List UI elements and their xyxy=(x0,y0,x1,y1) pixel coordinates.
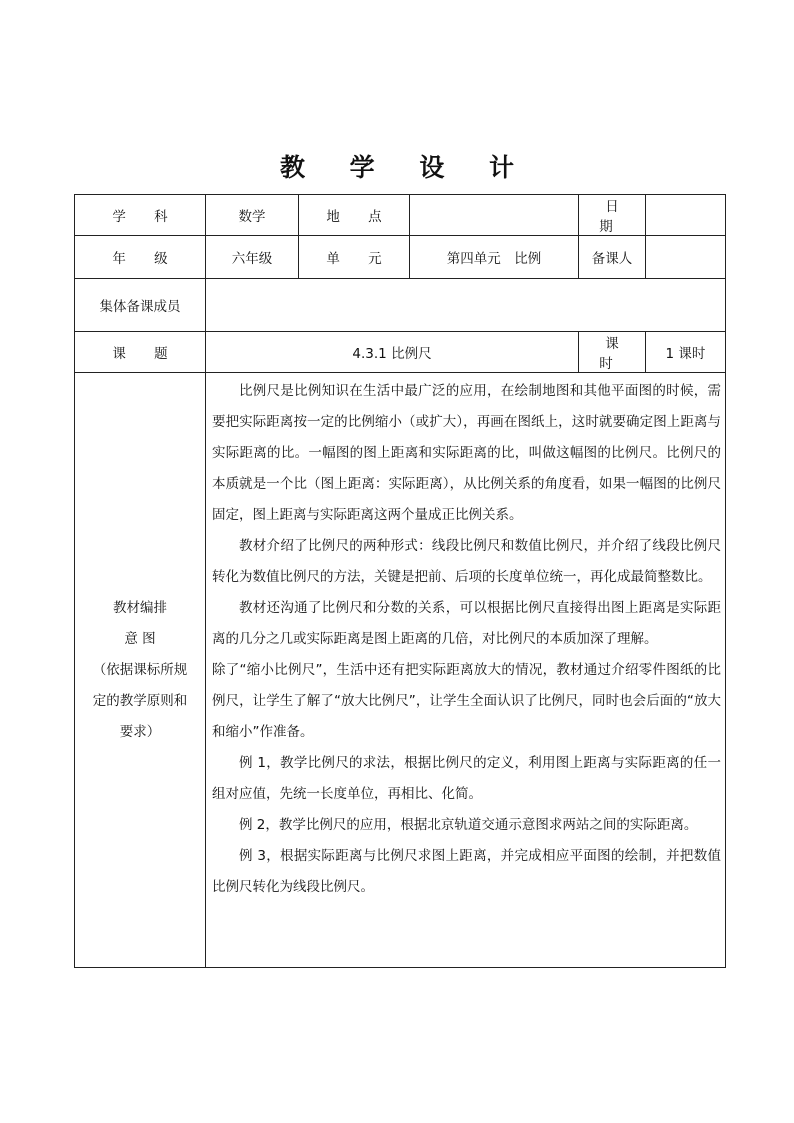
design-intent-content xyxy=(206,373,726,968)
table-row xyxy=(75,279,726,332)
table-row xyxy=(75,195,726,236)
table-row xyxy=(75,373,726,968)
paragraph: 例 1，教学比例尺的求法，根据比例尺的定义，利用图上距离与实际距离的任一组对应值，先统一长度单位，再相比、化简。 xyxy=(212,755,721,802)
paragraph: 例 3，根据实际距离与比例尺求图上距离，并完成相应平面图的绘制，并把数值比例尺转化为线段比例尺。 xyxy=(212,848,721,895)
place-label: 地 点 xyxy=(299,195,410,236)
paragraph: 例 2，教学比例尺的应用，根据北京轨道交通示意图求两站之间的实际距离。 xyxy=(239,817,698,833)
subject-value: 数学 xyxy=(206,195,299,236)
table-row xyxy=(75,332,726,373)
paragraph: 比例尺是比例知识在生活中最广泛的应用，在绘制地图和其他平面图的时候，需要把实际距离按一定的比例缩小（或扩大），再画在图纸上，这时就要确定图上距离与实际距离的比。一幅图的图上距离和实际距离的比，叫做这幅图的比例尺。比例尺的本质就是一个比（图上距离：实际距离），从比例关系的角度看，如果一幅图的比例尺固定，图上距离与实际距离这两个量成正比例关系。 xyxy=(212,383,721,523)
design-intent-label xyxy=(75,373,206,968)
paragraph: 教材介绍了比例尺的两种形式：线段比例尺和数值比例尺，并介绍了线段比例尺转化为数值比例尺的方法，关键是把前、后项的长度单位统一，再化成最简整数比。 xyxy=(212,538,721,585)
period-label: 课 时 xyxy=(579,332,646,373)
subject-label: 学 科 xyxy=(75,195,206,236)
unit-value: 第四单元 比例 xyxy=(410,236,579,279)
grade-label: 年 级 xyxy=(75,236,206,279)
date-label: 日 期 xyxy=(579,195,646,236)
topic-label: 课 题 xyxy=(75,332,206,373)
preparer-value xyxy=(646,236,726,279)
grade-value: 六年级 xyxy=(206,236,299,279)
design-intent-label-line: （依据课标所规 xyxy=(92,661,188,678)
design-intent-label-line: 意 图 xyxy=(124,630,156,647)
unit-label: 单 元 xyxy=(299,236,410,279)
lesson-plan-table xyxy=(74,194,726,968)
members-value xyxy=(206,279,726,332)
design-intent-label-line: 定的教学原则和 xyxy=(92,692,188,709)
paragraph: 教材还沟通了比例尺和分数的关系，可以根据比例尺直接得出图上距离是实际距离的几分之几或实际距离是图上距离的几倍，对比例尺的本质加深了理解。 xyxy=(212,600,721,647)
paragraph: 除了“缩小比例尺”，生活中还有把实际距离放大的情况，教材通过介绍零件图纸的比例尺，让学生了解了“放大比例尺”，让学生全面认识了比例尺，同时也会后面的“放大和缩小”作准备。 xyxy=(212,662,721,740)
preparer-label: 备课人 xyxy=(579,236,646,279)
table-row xyxy=(75,236,726,279)
design-intent-label-line: 要求） xyxy=(119,723,161,740)
place-value xyxy=(410,195,579,236)
topic-value: 4.3.1 比例尺 xyxy=(206,332,579,373)
page-title: 教 学 设 计 xyxy=(279,153,533,182)
design-intent-label-line: 教材编排 xyxy=(113,599,167,616)
date-value xyxy=(646,195,726,236)
members-label: 集体备课成员 xyxy=(75,279,206,332)
period-value: 1 课时 xyxy=(646,332,726,373)
